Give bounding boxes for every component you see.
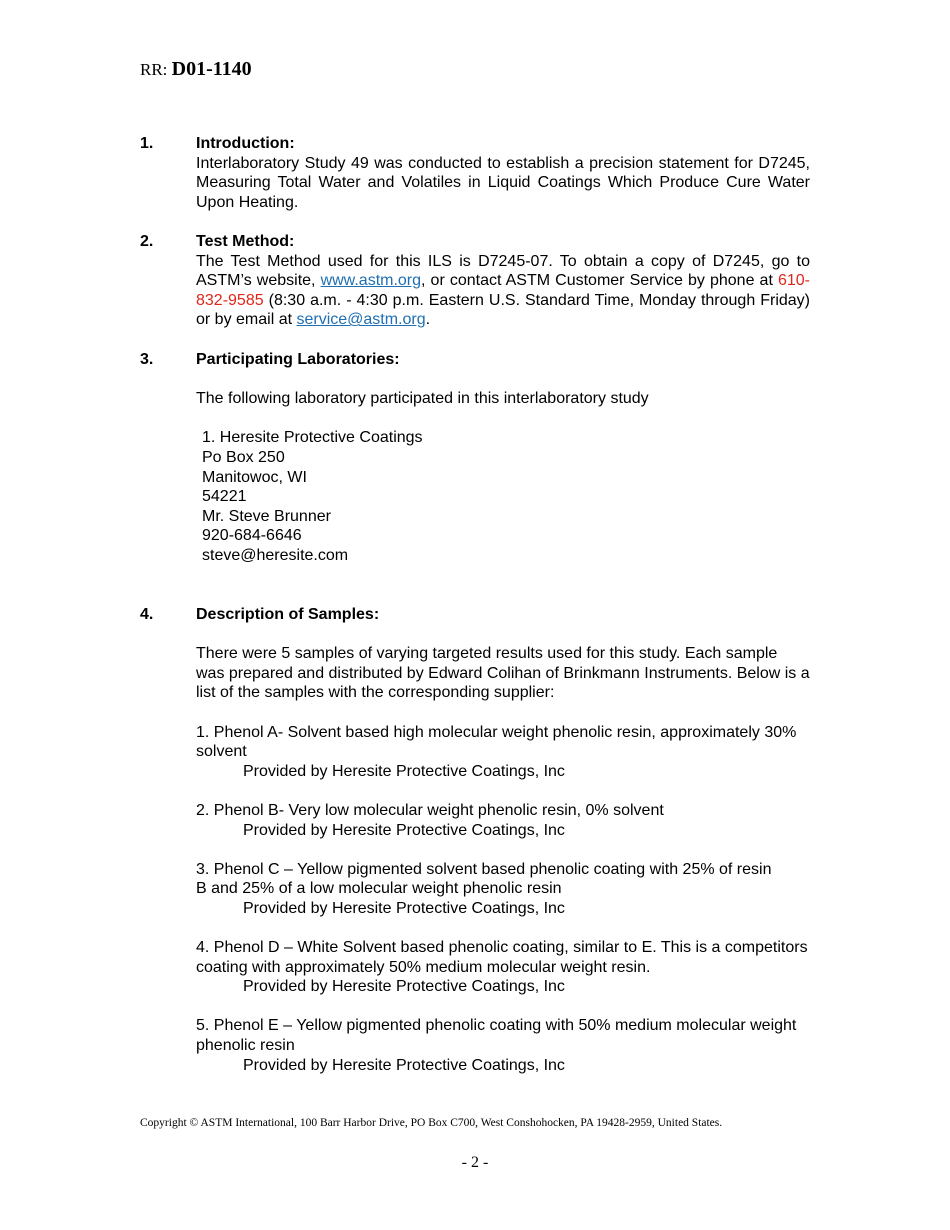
section-4-title: Description of Samples: bbox=[196, 606, 380, 623]
section-2-text-c: (8:30 a.m. - 4:30 p.m. Eastern U.S. Standard Time, Monday through Friday) or by email at bbox=[196, 291, 810, 329]
customer-service-phone: 610-832-9585 bbox=[196, 272, 811, 309]
section-3-title: Participating Laboratories: bbox=[196, 351, 400, 368]
sample-description: 1. Phenol A- Solvent based high molecular weight phenolic resin, approximately 30% solvent bbox=[196, 723, 797, 761]
sample-description: 3. Phenol C – Yellow pigmented solvent based phenolic coating with 25% of resin B and 25% of a low molecular weight phenolic resin bbox=[196, 860, 772, 898]
lab-zip: 54221 bbox=[202, 488, 247, 506]
section-2-title: Test Method: bbox=[196, 233, 295, 250]
sample-provider: Provided by Heresite Protective Coatings, Inc bbox=[243, 762, 565, 780]
sample-provider: Provided by Heresite Protective Coatings, Inc bbox=[243, 1056, 565, 1074]
section-2-text bbox=[196, 252, 810, 330]
sample-item bbox=[196, 1016, 810, 1075]
lab-city: Manitowoc, WI bbox=[202, 468, 307, 486]
page-number: - 2 - bbox=[461, 1154, 489, 1171]
lab-address: Po Box 250 bbox=[202, 448, 285, 466]
sample-description: 4. Phenol D – White Solvent based phenolic coating, similar to E. This is a competitors coating with approximately 50% medium molecular weight resin. bbox=[196, 939, 808, 976]
astm-website-link[interactable]: www.astm.org bbox=[320, 272, 422, 290]
lab-contact: Mr. Steve Brunner bbox=[202, 507, 331, 525]
sample-description: 5. Phenol E – Yellow pigmented phenolic coating with 50% medium molecular weight phenolic resin bbox=[196, 1017, 797, 1055]
section-2-number: 2. bbox=[140, 233, 154, 250]
rr-number: D01-1140 bbox=[171, 58, 252, 80]
sample-provider: Provided by Heresite Protective Coatings, Inc bbox=[243, 978, 565, 996]
section-1-text: Interlaboratory Study 49 was conducted to establish a precision statement for D7245, Measuring Total Water and Volatiles in Liquid Coatings Which Produce Cure Water Upon Heating. bbox=[196, 154, 810, 211]
report-number bbox=[140, 58, 252, 81]
section-introduction bbox=[196, 134, 810, 212]
section-4-number: 4. bbox=[140, 606, 154, 623]
section-test-method bbox=[196, 232, 810, 330]
section-2-text-d: . bbox=[425, 311, 431, 329]
copyright-footer: Copyright © ASTM International, 100 Barr Harbor Drive, PO Box C700, West Conshohocken, PA 19428-2959, United States. bbox=[140, 1117, 723, 1129]
section-4-intro: There were 5 samples of varying targeted results used for this study. Each sample was prepared and distributed by Edward Colihan of Brinkmann Instruments. Below is a list of the samples with the corresponding supplier: bbox=[196, 645, 810, 702]
section-3-intro: The following laboratory participated in this interlaboratory study bbox=[196, 390, 649, 408]
lab-name: 1. Heresite Protective Coatings bbox=[202, 429, 423, 447]
section-2-text-b: , or contact ASTM Customer Service by phone at bbox=[421, 272, 778, 290]
service-email-link[interactable]: service@astm.org bbox=[296, 311, 426, 329]
sample-item bbox=[196, 723, 810, 782]
lab-address-block bbox=[196, 428, 810, 565]
rr-label: RR: bbox=[140, 60, 168, 79]
lab-phone: 920-684-6646 bbox=[202, 527, 302, 545]
sample-item bbox=[196, 938, 810, 997]
sample-provider: Provided by Heresite Protective Coatings, Inc bbox=[243, 899, 565, 917]
sample-item bbox=[196, 860, 786, 919]
sample-provider: Provided by Heresite Protective Coatings, Inc bbox=[243, 821, 565, 839]
lab-email: steve@heresite.com bbox=[202, 546, 349, 564]
section-1-number: 1. bbox=[140, 135, 154, 152]
section-1-title: Introduction: bbox=[196, 135, 295, 152]
section-2-text-a: The Test Method used for this ILS is D7245-07. To obtain a copy of D7245, go to ASTM’s website, bbox=[196, 252, 810, 290]
section-3-number: 3. bbox=[140, 351, 154, 368]
section-description-of-samples bbox=[196, 605, 810, 1075]
sample-description: 2. Phenol B- Very low molecular weight phenolic resin, 0% solvent bbox=[196, 801, 664, 819]
sample-item bbox=[196, 801, 810, 840]
section-participating-labs bbox=[196, 350, 810, 566]
